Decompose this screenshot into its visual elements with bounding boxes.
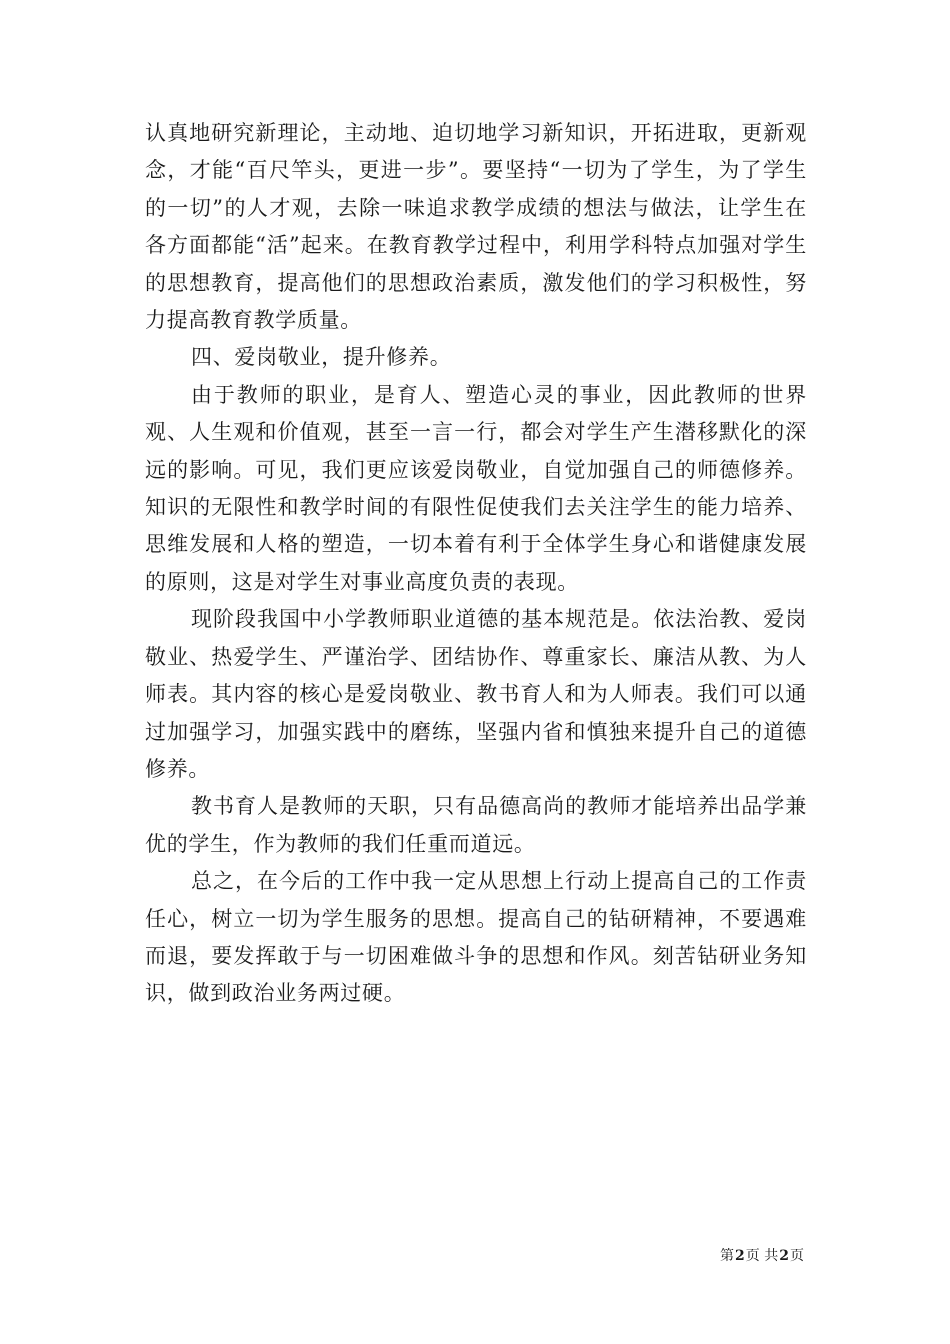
page-number-footer [720,1245,804,1265]
paragraph: 教书育人是教师的天职，只有品德高尚的教师才能培养出品学兼优的学生，作为教师的我们任重而道远。 [145,794,807,856]
footer-prefix: 第 [720,1248,735,1264]
paragraph: 由于教师的职业，是育人、塑造心灵的事业，因此教师的世界观、人生观和价值观，甚至一言一行，都会对学生产生潜移默化的深远的影响。可见，我们更应该爱岗敬业，自觉加强自己的师德修养。知识的无限性和教学时间的有限性促使我们去关注学生的能力培养、思维发展和人格的塑造，一切本着有利于全体学生身心和谐健康发展的原则，这是对学生对事业高度负责的表现。 [145,382,807,594]
paragraph-continuation: 认真地研究新理论，主动地、迫切地学习新知识，开拓进取，更新观念，才能“百尺竿头，更进一步”。要坚持“一切为了学生，为了学生的一切”的人才观，去除一味追求教学成绩的想法与做法，让学生在各方面都能“活”起来。在教育教学过程中，利用学科特点加强对学生的思想教育，提高他们的思想政治素质，激发他们的学习积极性，努力提高教育教学质量。 [145,121,807,333]
current-page-number: 2 [735,1248,745,1264]
document-body [145,115,807,1013]
footer-middle: 页 共 [745,1248,779,1264]
total-pages-number: 2 [779,1248,789,1264]
paragraph: 现阶段我国中小学教师职业道德的基本规范是。依法治教、爱岗敬业、热爱学生、严谨治学、团结协作、尊重家长、廉洁从教、为人师表。其内容的核心是爱岗敬业、教书育人和为人师表。我们可以通过加强学习，加强实践中的磨练，坚强内省和慎独来提升自己的道德修养。 [145,607,807,781]
paragraph-conclusion: 总之，在今后的工作中我一定从思想上行动上提高自己的工作责任心，树立一切为学生服务的思想。提高自己的钻研精神，不要遇难而退，要发挥敢于与一切困难做斗争的思想和作风。刻苦钻研业务知识，做到政治业务两过硬。 [145,869,807,1006]
section-heading: 四、爱岗敬业，提升修养。 [191,345,452,370]
footer-suffix: 页 [790,1248,804,1264]
